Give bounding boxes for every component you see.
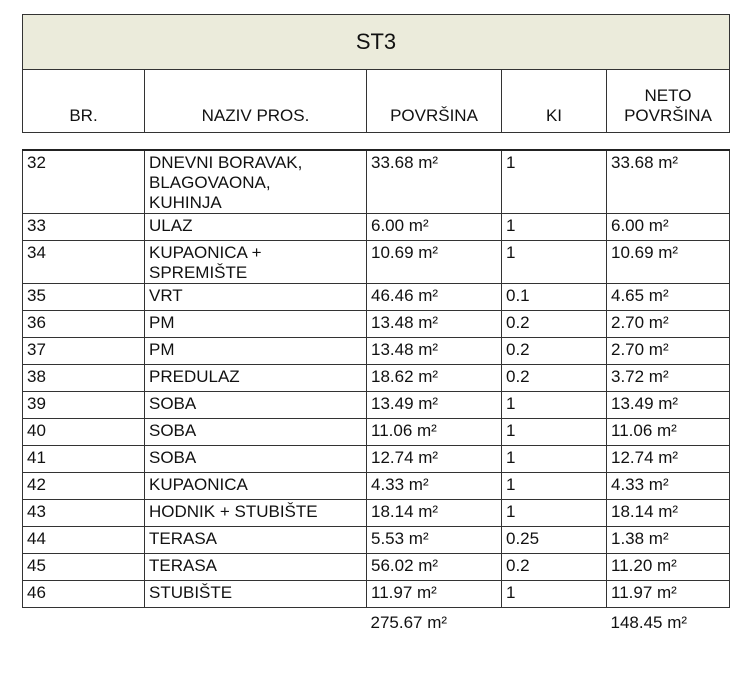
cell-ki: 0.25 bbox=[502, 527, 607, 554]
table-row bbox=[23, 473, 730, 500]
area-table-container bbox=[22, 14, 729, 634]
cell-br: 42 bbox=[23, 473, 145, 500]
table-row bbox=[23, 527, 730, 554]
cell-br: 45 bbox=[23, 554, 145, 581]
cell-ki: 1 bbox=[502, 419, 607, 446]
total-empty-3 bbox=[502, 608, 607, 635]
cell-ki: 1 bbox=[502, 581, 607, 608]
header-ki: KI bbox=[502, 70, 607, 133]
cell-br: 40 bbox=[23, 419, 145, 446]
cell-neto: 2.70 m² bbox=[607, 338, 730, 365]
cell-br: 46 bbox=[23, 581, 145, 608]
cell-ki: 1 bbox=[502, 446, 607, 473]
cell-naziv: PM bbox=[145, 338, 367, 365]
cell-br: 35 bbox=[23, 284, 145, 311]
cell-ki: 0.2 bbox=[502, 365, 607, 392]
cell-neto: 12.74 m² bbox=[607, 446, 730, 473]
total-empty-2 bbox=[145, 608, 367, 635]
table-row bbox=[23, 311, 730, 338]
table-row bbox=[23, 392, 730, 419]
cell-br: 43 bbox=[23, 500, 145, 527]
cell-ki: 1 bbox=[502, 241, 607, 284]
cell-neto: 11.97 m² bbox=[607, 581, 730, 608]
cell-ki: 1 bbox=[502, 473, 607, 500]
cell-br: 37 bbox=[23, 338, 145, 365]
cell-ki: 0.2 bbox=[502, 338, 607, 365]
cell-povrsina: 33.68 m² bbox=[367, 150, 502, 214]
cell-neto: 33.68 m² bbox=[607, 150, 730, 214]
header-br: BR. bbox=[23, 70, 145, 133]
cell-br: 36 bbox=[23, 311, 145, 338]
cell-povrsina: 13.48 m² bbox=[367, 338, 502, 365]
cell-neto: 6.00 m² bbox=[607, 214, 730, 241]
cell-naziv: SOBA bbox=[145, 392, 367, 419]
cell-povrsina: 13.48 m² bbox=[367, 311, 502, 338]
cell-neto: 11.06 m² bbox=[607, 419, 730, 446]
cell-naziv: PREDULAZ bbox=[145, 365, 367, 392]
cell-naziv: TERASA bbox=[145, 554, 367, 581]
table-row bbox=[23, 150, 730, 214]
table-header-row bbox=[23, 70, 730, 133]
area-table bbox=[22, 14, 730, 634]
cell-povrsina: 13.49 m² bbox=[367, 392, 502, 419]
cell-povrsina: 5.53 m² bbox=[367, 527, 502, 554]
cell-neto: 10.69 m² bbox=[607, 241, 730, 284]
table-row bbox=[23, 214, 730, 241]
cell-ki: 0.2 bbox=[502, 554, 607, 581]
header-povrsina: POVRŠINA bbox=[367, 70, 502, 133]
cell-neto: 4.65 m² bbox=[607, 284, 730, 311]
cell-povrsina: 11.97 m² bbox=[367, 581, 502, 608]
table-row bbox=[23, 446, 730, 473]
cell-naziv: ULAZ bbox=[145, 214, 367, 241]
cell-naziv: TERASA bbox=[145, 527, 367, 554]
header-naziv: NAZIV PROS. bbox=[145, 70, 367, 133]
table-row bbox=[23, 338, 730, 365]
cell-povrsina: 6.00 m² bbox=[367, 214, 502, 241]
cell-povrsina: 56.02 m² bbox=[367, 554, 502, 581]
total-empty-1 bbox=[23, 608, 145, 635]
cell-ki: 1 bbox=[502, 392, 607, 419]
cell-naziv: KUPAONICA bbox=[145, 473, 367, 500]
table-row bbox=[23, 581, 730, 608]
cell-neto: 11.20 m² bbox=[607, 554, 730, 581]
cell-neto: 3.72 m² bbox=[607, 365, 730, 392]
cell-neto: 2.70 m² bbox=[607, 311, 730, 338]
header-neto bbox=[607, 70, 730, 133]
cell-naziv: PM bbox=[145, 311, 367, 338]
cell-ki: 1 bbox=[502, 214, 607, 241]
cell-povrsina: 4.33 m² bbox=[367, 473, 502, 500]
cell-naziv: STUBIŠTE bbox=[145, 581, 367, 608]
cell-naziv: DNEVNI BORAVAK, BLAGOVAONA, KUHINJA bbox=[145, 150, 367, 214]
cell-naziv: SOBA bbox=[145, 419, 367, 446]
totals-row bbox=[23, 608, 730, 635]
cell-ki: 0.1 bbox=[502, 284, 607, 311]
total-povrsina: 275.67 m² bbox=[370, 613, 448, 632]
cell-povrsina: 46.46 m² bbox=[367, 284, 502, 311]
cell-neto: 13.49 m² bbox=[607, 392, 730, 419]
cell-povrsina: 12.74 m² bbox=[367, 446, 502, 473]
cell-br: 32 bbox=[23, 150, 145, 214]
cell-povrsina: 18.62 m² bbox=[367, 365, 502, 392]
spacer-row bbox=[23, 133, 730, 151]
cell-ki: 1 bbox=[502, 150, 607, 214]
cell-povrsina: 11.06 m² bbox=[367, 419, 502, 446]
cell-neto: 1.38 m² bbox=[607, 527, 730, 554]
cell-ki: 0.2 bbox=[502, 311, 607, 338]
cell-ki: 1 bbox=[502, 500, 607, 527]
table-row bbox=[23, 241, 730, 284]
cell-povrsina: 18.14 m² bbox=[367, 500, 502, 527]
header-neto-line2: POVRŠINA bbox=[624, 106, 712, 125]
cell-naziv: KUPAONICA + SPREMIŠTE bbox=[145, 241, 367, 284]
table-row bbox=[23, 284, 730, 311]
header-neto-line1: NETO bbox=[644, 86, 692, 105]
table-row bbox=[23, 365, 730, 392]
cell-naziv: VRT bbox=[145, 284, 367, 311]
cell-povrsina: 10.69 m² bbox=[367, 241, 502, 284]
cell-br: 41 bbox=[23, 446, 145, 473]
total-neto: 148.45 m² bbox=[610, 613, 688, 632]
table-row bbox=[23, 554, 730, 581]
cell-br: 38 bbox=[23, 365, 145, 392]
cell-br: 34 bbox=[23, 241, 145, 284]
cell-neto: 18.14 m² bbox=[607, 500, 730, 527]
table-row bbox=[23, 500, 730, 527]
cell-br: 33 bbox=[23, 214, 145, 241]
cell-br: 39 bbox=[23, 392, 145, 419]
table-row bbox=[23, 419, 730, 446]
cell-naziv: SOBA bbox=[145, 446, 367, 473]
cell-br: 44 bbox=[23, 527, 145, 554]
cell-naziv: HODNIK + STUBIŠTE bbox=[145, 500, 367, 527]
cell-neto: 4.33 m² bbox=[607, 473, 730, 500]
table-title: ST3 bbox=[23, 15, 730, 70]
table-title-row bbox=[23, 15, 730, 70]
